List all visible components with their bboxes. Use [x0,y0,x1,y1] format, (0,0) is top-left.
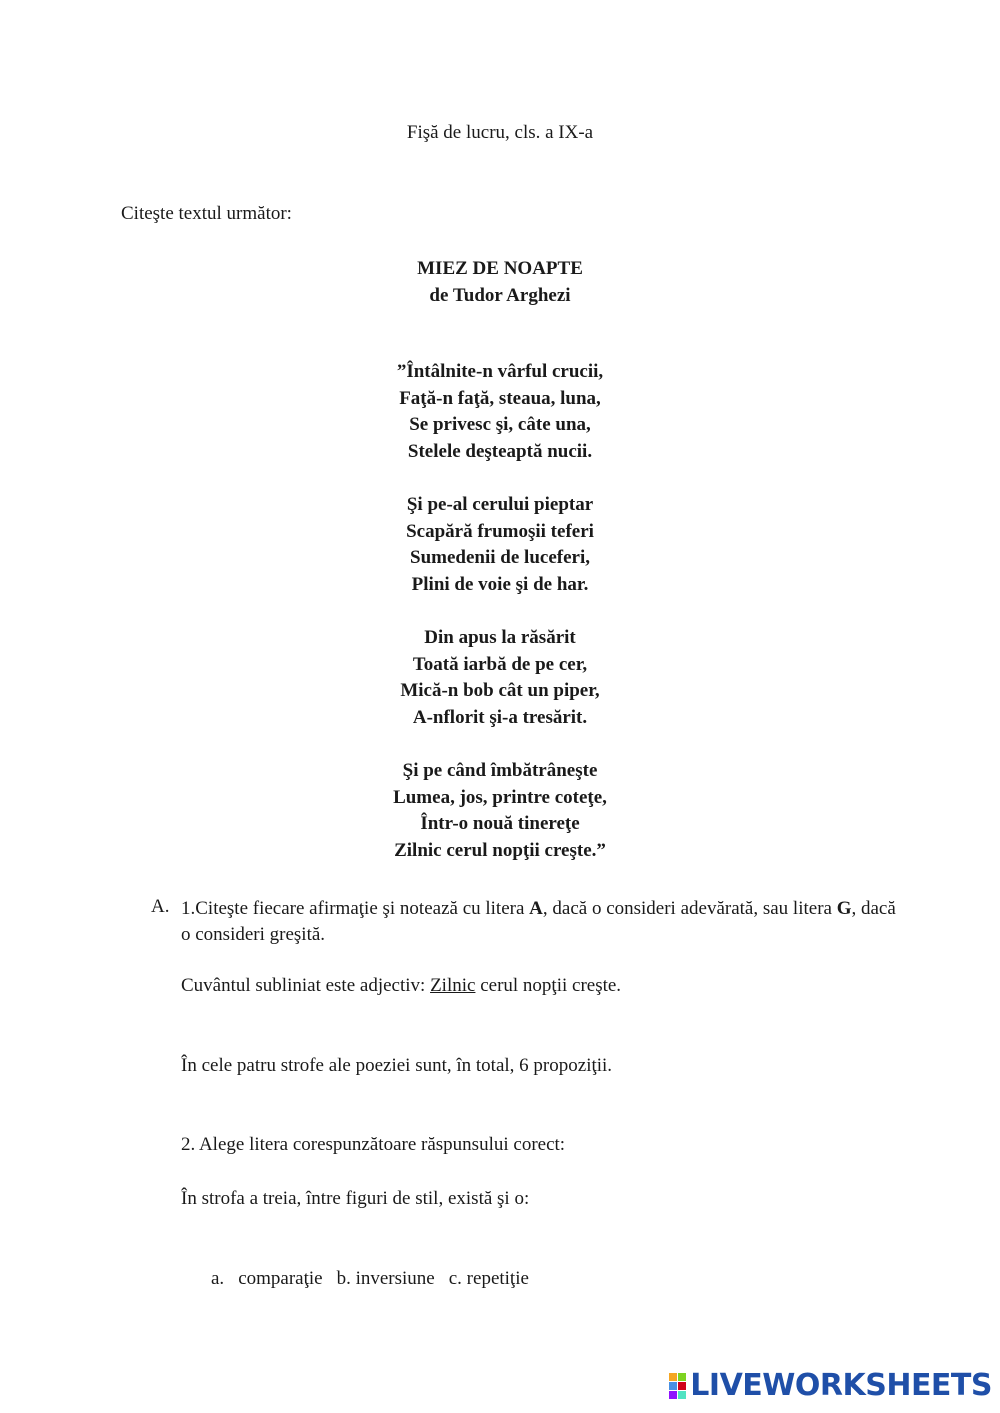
poem-heading [0,255,1000,309]
q1-text: , dacă o consideri adevărată, sau litera [542,898,837,919]
liveworksheets-logo [669,1368,992,1403]
q1-text: , dacă o consideri greşită. [181,898,896,945]
statement-2: În cele patru strofe ale poeziei sunt, în total, 6 propoziţii. [181,1055,613,1076]
logo-text: LIVEWORKSHEETS [690,1368,992,1403]
poem-line: Stelele deşteaptă nucii. [407,441,593,463]
option-c: c. repetiţie [448,1268,529,1289]
poem-line: Mică-n bob cât un piper, [400,680,600,702]
answer-options [211,1268,543,1290]
q1-letter-a: A [529,898,543,919]
option-a-letter: a. [211,1268,225,1289]
poem-line: Faţă-n faţă, steaua, luna, [399,387,601,409]
statement-1-prefix: Cuvântul subliniat este adjectiv: [181,975,431,996]
poem-line: Şi pe-al cerului pieptar [406,494,594,515]
poem-stanza-2 [0,492,1000,599]
q1-text: 1.Citeşte fiecare afirmaţie şi notează cu litera [181,898,530,919]
poem-line: Scapără frumoşii teferi [406,520,594,542]
poem-line: Lumea, jos, printre coteţe, [393,786,607,808]
question-2-instruction: 2. Alege litera corespunzătoare răspunsului corect: [181,1134,566,1155]
question-1-instruction [181,896,901,948]
worksheet-header: Fişă de lucru, cls. a IX-a [406,122,594,143]
option-b: b. inversiune [336,1268,435,1289]
logo-icon [669,1373,686,1399]
statement-1 [181,975,621,997]
poem-stanza-3 [0,625,1000,732]
intro-instruction: Citeşte textul următor: [121,203,292,224]
poem-line: ”Întâlnite-n vârful crucii, [396,361,604,382]
poem-line: Plini de voie şi de har. [411,574,589,596]
poem-stanza-1 [0,359,1000,466]
poem-line: Se privesc şi, câte una, [409,414,591,436]
poem-stanza-4 [0,758,1000,865]
poem-line: Şi pe când îmbătrâneşte [402,760,598,781]
poem-line: Într-o nouă tinereţe [420,813,580,835]
option-a: comparaţie [238,1268,323,1289]
statement-1-suffix: cerul nopţii creşte. [475,975,622,996]
section-a-marker: A. [151,896,170,917]
underlined-word: Zilnic [430,975,476,996]
poem-line: Toată iarbă de pe cer, [412,653,588,675]
poem-line: Sumedenii de luceferi, [410,547,590,569]
poem-line: Din apus la răsărit [424,627,576,648]
poem-line: A-nflorit şi-a tresărit. [412,707,588,729]
poem-line: Zilnic cerul nopţii creşte.” [394,840,606,862]
poem-author: de Tudor Arghezi [429,285,571,306]
question-2-prompt: În strofa a treia, între figuri de stil, există şi o: [181,1188,530,1209]
q1-letter-g: G [836,898,852,919]
poem-title: MIEZ DE NOAPTE [417,258,583,279]
